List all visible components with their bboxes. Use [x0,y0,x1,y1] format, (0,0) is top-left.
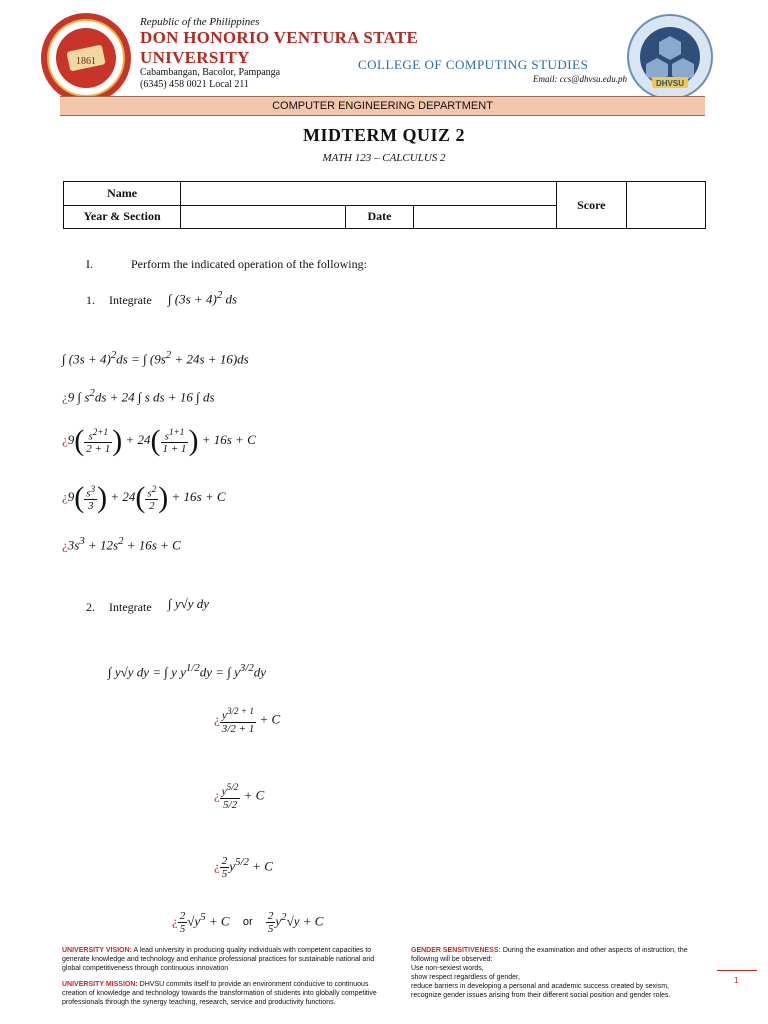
university-address: Cabambangan, Bacolor, Pampanga (6345) 458 0021 Local 211 [140,67,281,90]
problem-2-label: Integrate [109,600,152,614]
college-name: COLLEGE OF COMPUTING STUDIES [358,57,589,72]
gender-item: recognize gender issues arising from their different social position and gender roles. [411,992,671,999]
svg-text:1861: 1861 [76,56,96,67]
solution-2-step-5: ¿ $\frac{2}{5}$ $√y^5 + C$ or $\frac{2}{5}$ $y^2√y + C$ [172,910,324,935]
problem-1-label: Integrate [109,293,152,307]
university-vision: UNIVERSITY VISION: A lead university in producing quality individuals with competent capacities to generate knowledge and technology and enhance professional practices for sustainable national and global competitiveness through continuous innovation [62,947,375,972]
solution-1-step-3: ¿9( $\frac{s^{2+1}}{2 + 1}$ ) + 24( $\frac{s^{1+1}}{1 + 1}$ ) + 16s + C [62,424,256,457]
year-section-field[interactable] [181,205,346,229]
date-field[interactable] [413,205,556,229]
score-field[interactable] [626,182,705,229]
gender-item: Use non-sexiest words, [411,965,484,972]
college-email: Email: ccs@dhvsu.edu.ph [533,74,628,84]
gender-item: show respect regardless of gender, [411,974,520,981]
college-seal-logo [627,14,713,100]
problem-1-expression: ∫ $(3s + 4)^2$ ds [168,289,238,307]
name-label: Name [64,182,181,206]
date-label: Date [346,205,413,229]
gender-sensitiveness: GENDER SENSITIVENESS: During the examination and other aspects of instruction, the following will be observed: Use non-sexiest words, show respect regardless of gender, reduce barriers in developing a personal and academic success created by sexism, recognize gender issues arising from their different social position and gender roles. [411,946,711,1000]
solution-1-step-1: ∫ $(3s + 4)^2ds$ = ∫ $(9s^2 + 24s + 16)ds$ [62,349,249,367]
department-bar: COMPUTER ENGINEERING DEPARTMENT [60,96,705,116]
gender-item: reduce barriers in developing a personal and academic success created by sexism, [411,983,669,990]
student-info-table [63,181,706,229]
university-seal-logo [40,12,132,104]
section-instruction: Perform the indicated operation of the following: [131,257,367,271]
university-mission: UNIVERSITY MISSION: DHVSU commits itself to provide an environment conducive to continuous creation of knowledge and technology towards the transformation of students into globally competitive professionals through the synergy teaching, research, service and productivity functions. [62,981,377,1006]
solution-1-step-2: ¿9 ∫ $s^2ds + 24$ ∫ s ds + 16 ∫ ds [62,387,215,405]
solution-2-step-3: ¿ $\frac{y^{5/2}}{5/2}$ + C [214,782,265,811]
year-section-label: Year & Section [64,205,181,229]
problem-2-number: 2. [86,600,95,614]
section-number: I. [86,257,93,271]
quiz-title: MIDTERM QUIZ 2 [302,125,465,145]
svg-text:DHVSU: DHVSU [655,79,685,88]
solution-1-step-5: ¿$3s^3 + 12s^2 + 16s + C$ [62,535,181,553]
name-field[interactable] [181,182,557,206]
page-number-rule [717,970,757,971]
republic-text: Republic of the Philippines [140,16,260,28]
score-label: Score [556,182,626,229]
solution-2-step-4: ¿ $\frac{2}{5}$ $y^{5/2} + C$ [214,855,273,880]
or-text: or [242,916,253,929]
solution-2-step-2: ¿ $\frac{y^{3/2 + 1}}{3/2 + 1}$ + C [214,706,281,735]
problem-1-number: 1. [86,293,95,307]
course-subtitle: MATH 123 – CALCULUS 2 [322,152,446,164]
university-name: DON HONORIO VENTURA STATE UNIVERSITY [140,28,419,67]
problem-2-expression: ∫ y√y dy [168,596,210,611]
page-number: 1 [734,976,739,985]
solution-1-step-4: ¿9( $\frac{s^3}{3}$ ) + 24( $\frac{s^2}{2}$ ) + 16s + C [62,481,226,514]
solution-2-step-1: ∫ y√y dy = ∫ y $y^{1/2}dy$ = ∫ $y^{3/2}dy$ [108,662,267,680]
